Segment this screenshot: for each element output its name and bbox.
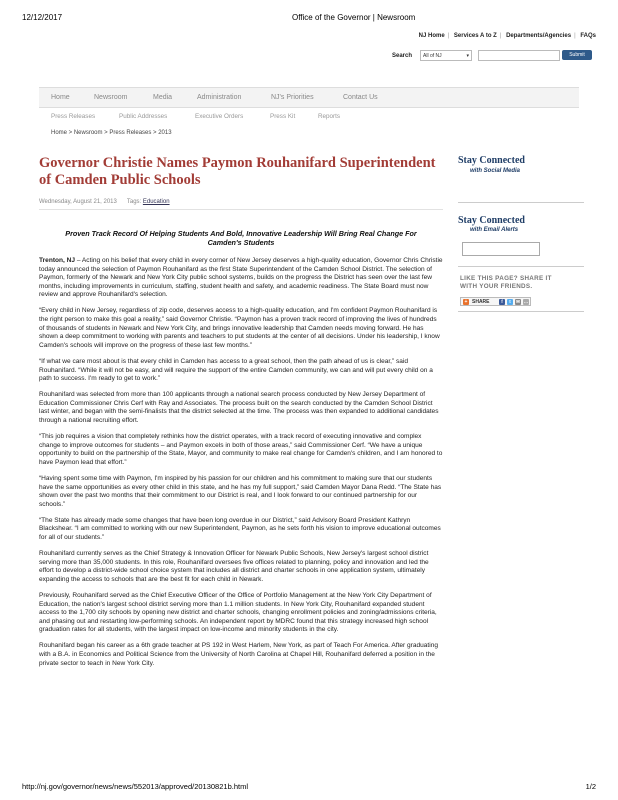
submit-button[interactable]: Submit bbox=[562, 50, 592, 60]
subnav-press-releases[interactable]: Press Releases bbox=[51, 113, 96, 120]
share-prompt: LIKE THIS PAGE? SHARE IT WITH YOUR FRIENDS. bbox=[460, 275, 552, 290]
dateline: Trenton, NJ bbox=[39, 257, 76, 264]
social-media-subheading[interactable]: with Social Media bbox=[470, 168, 521, 174]
plus-icon: + bbox=[464, 299, 468, 305]
divider bbox=[458, 266, 584, 267]
share-label: SHARE bbox=[472, 299, 490, 305]
nj-home-link[interactable]: NJ Home bbox=[418, 33, 445, 39]
subnav-public-addresses[interactable]: Public Addresses bbox=[119, 113, 168, 120]
email-icon[interactable]: ✉ bbox=[516, 299, 520, 304]
stay-connected-social-heading[interactable]: Stay Connected bbox=[458, 155, 525, 166]
main-nav bbox=[39, 87, 579, 108]
paragraph bbox=[39, 257, 443, 300]
paragraph: “If what we care most about is that every child in Camden has access to a great school, then the path ahead of us is clear,” said Rouhanifard. “While it will not be easy, and will require the support of the entire Camden community, we can and will put every child on a path to success. I'm ready to get to work.” bbox=[39, 357, 433, 383]
paragraph: Rouhanifard currently serves as the Chief Strategy & Innovation Officer for Newark Public Schools, New Jersey's largest school district serving more than 35,000 students. In this role, Rouhanifard oversees five offices related to planning, policy and innovation and led the effort to develop a district-wide school choice system that includes all district and charter schools in one application system, ultimately expanding the access to schools that are the best fit for each child in Newark. bbox=[39, 550, 429, 583]
faqs-link[interactable]: FAQs bbox=[580, 33, 596, 39]
more-icon[interactable]: … bbox=[523, 299, 529, 304]
paragraph: “The State has already made some changes that have been long overdue in our District,” said Advisory Board President Kathryn Blackshear. “I am committed to working with our new Superintendent, Paymon, as he sets forth his vision to improve educational outcomes for all of our students.” bbox=[39, 516, 441, 542]
nav-home[interactable]: Home bbox=[51, 94, 70, 101]
stay-connected-email-heading[interactable]: Stay Connected bbox=[458, 215, 525, 226]
twitter-icon[interactable]: t bbox=[507, 299, 513, 305]
departments-agencies-link[interactable]: Departments/Agencies bbox=[506, 33, 572, 39]
services-a-to-z-link[interactable]: Services A to Z bbox=[453, 33, 497, 39]
email-input[interactable] bbox=[462, 242, 540, 256]
breadcrumb[interactable]: Home > Newsroom > Press Releases > 2013 bbox=[51, 130, 172, 136]
search-scope-value: All of NJ bbox=[423, 53, 442, 59]
print-date: 12/12/2017 bbox=[22, 13, 63, 22]
search-scope-select[interactable] bbox=[420, 50, 472, 61]
divider bbox=[458, 202, 584, 203]
tags-label: Tags: bbox=[126, 199, 142, 205]
nav-newsroom[interactable]: Newsroom bbox=[94, 94, 128, 101]
subnav-executive-orders[interactable]: Executive Orders bbox=[195, 113, 244, 120]
email-alerts-subheading[interactable]: with Email Alerts bbox=[470, 227, 519, 233]
facebook-icon[interactable]: f bbox=[499, 299, 505, 305]
paragraph: Previously, Rouhanifard served as the Chief Executive Officer of the Office of Portfolio Management at the New York City Department of Education, the nation's largest school district serving more than 1.1 million students. In New York City, Rouhanifard expanded student access to the 1,700 city schools by opening new district and charter schools, changing enrollment policies and zoning/admissions criteria, and phasing out and restarting low-performing schools. An independent report by MDRC found that this strategy increased high school graduation rates for all students, with the largest impact on low-income and minority students in the city. bbox=[39, 592, 437, 634]
tag-education-link[interactable]: Education bbox=[142, 199, 170, 205]
paragraph: “Every child in New Jersey, regardless of zip code, deserves access to a high-quality education, and I'm confident Paymon Rouhanifard is the right person to make this goal a reality,” said Governor Christie. “Paymon has a proven track record of improving the lives of hundreds of thousands of students in Newark and New York City, and brings innovative leadership that Camden needs moving forward. He has shown a deep commitment to working with parents and teachers to put students at the center of all decisions. Under his leadership, I know Camden's schools will improve on the progress of these last few months.” bbox=[39, 307, 440, 349]
page-title: Governor Christie Names Paymon Rouhanifard Superintendent of Camden Public Schools bbox=[39, 155, 436, 188]
top-links: NJ Home | Services A to Z | Departments/Agencies | FAQs bbox=[418, 33, 596, 39]
article-subtitle: Proven Track Record Of Helping Students And Bold, Innovative Leadership Will Bring Real Change For Camden's Students bbox=[65, 229, 417, 247]
paragraph: Rouhanifard began his career as a 6th grade teacher at PS 192 in West Harlem, New York, as part of Teach For America. After graduating with a B.A. in Economics and Political Science from the University of North Carolina at Chapel Hill, Rouhanifard deferred a position in the private sector to teach in New York City. bbox=[39, 642, 438, 667]
article-meta bbox=[39, 199, 170, 205]
paragraph-text: – Acting on his belief that every child in every corner of New Jersey deserves a high-quality education, Governor Chris Christie today announced the selection of Paymon Rouhanifard as the first State Superintendent of the Camden School District. The selection of Paymon, formerly of the Newark and New York City public school systems, builds on the progress the District has seen over the last few months, including improvements in curriculum, staffing, student health and safety, and academic readiness. The State Board must now review and approve Rouhanifard's selection. bbox=[39, 257, 443, 299]
print-page-title: Office of the Governor | Newsroom bbox=[292, 13, 416, 22]
article-date: Wednesday, August 21, 2013 bbox=[39, 199, 117, 205]
subnav-press-kit[interactable]: Press Kit bbox=[270, 113, 296, 120]
subnav-reports[interactable]: Reports bbox=[318, 113, 341, 120]
paragraph: Rouhanifard was selected from more than 100 applicants through a national search process conducted by New Jersey Department of Education Commissioner Chris Cerf with Ray and Associates. The process built on the search conducted by the Camden School District last winter, and began with the semi-finalists that the district selected at the time. The process was then expanded to additional candidates through a national recruiting effort. bbox=[39, 391, 439, 424]
search-label: Search bbox=[392, 53, 413, 59]
nav-nj-priorities[interactable]: NJ's Priorities bbox=[271, 94, 314, 101]
page-number: 1/2 bbox=[585, 782, 596, 791]
nav-media[interactable]: Media bbox=[153, 94, 173, 101]
article-body bbox=[39, 257, 443, 676]
paragraph: “Having spent some time with Paymon, I'm inspired by his passion for our children and his commitment to making sure that our students have the same opportunities as every other child in this state, and he has my full support,” said Camden Mayor Dana Redd. “The State has shown over the past two months that their commitment to our District is real, and I look forward to our continued partnership for our schools.” bbox=[39, 474, 442, 508]
share-button[interactable] bbox=[460, 297, 531, 306]
paragraph: “This job requires a vision that completely rethinks how the district operates, with a track record of executing innovative and complex change to improve outcomes for students – and Paymon excels in both of those areas,” said Commissioner Cerf. “We have a unique opportunity to build on the partnership of the State, Mayor, and community to make real change for Camden's children, and I am honored to have Paymon lead that effort.” bbox=[39, 433, 443, 466]
print-url: http://nj.gov/governor/news/news/552013/approved/20130821b.html bbox=[22, 782, 248, 791]
divider bbox=[458, 311, 584, 312]
nav-contact-us[interactable]: Contact Us bbox=[343, 94, 378, 101]
search-input[interactable] bbox=[478, 50, 560, 61]
chevron-down-icon: ▾ bbox=[466, 53, 469, 59]
nav-administration[interactable]: Administration bbox=[197, 94, 242, 101]
divider bbox=[39, 209, 443, 210]
